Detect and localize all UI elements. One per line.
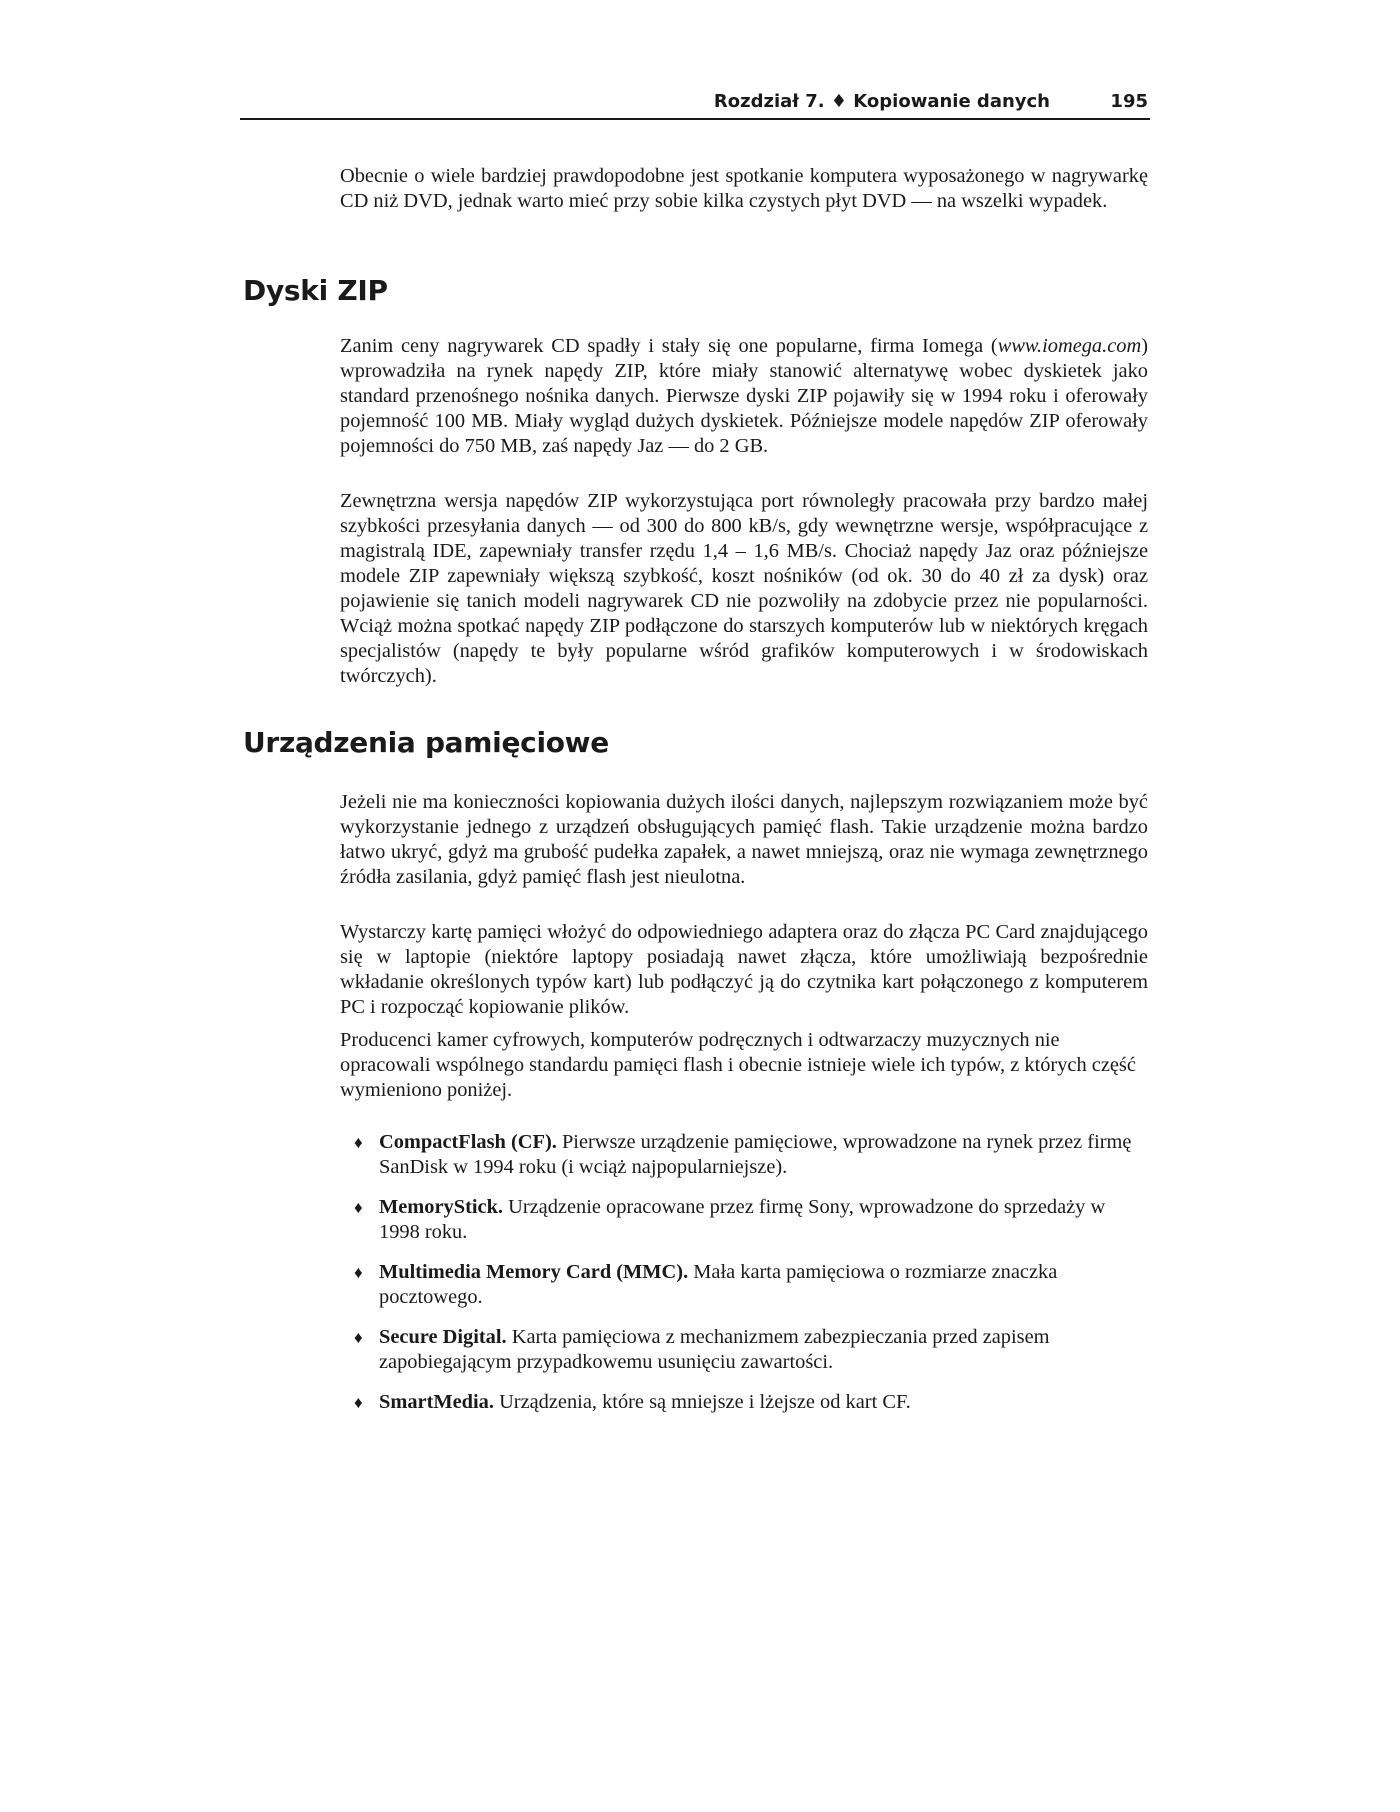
list-item	[354, 1130, 1134, 1180]
memory-paragraph-1: Jeżeli nie ma konieczności kopiowania dużych ilości danych, najlepszym rozwiązaniem może być wykorzystanie jednego z urządzeń obsługujących pamięć flash. Takie urządzenie można bardzo łatwo ukryć, gdyż ma grubość pudełka zapałek, a nawet mniejszą, oraz nie wymaga zewnętrznego źródła zasilania, gdyż pamięć flash jest nieulotna.	[340, 791, 1148, 888]
list-item	[354, 1260, 1134, 1310]
list-item	[354, 1195, 1134, 1245]
section-heading-memory: Urządzenia pamięciowe	[243, 726, 609, 759]
list-item-term: Secure Digital.	[379, 1326, 507, 1348]
list-item-text: Karta pamięciowa z mechanizmem zabezpieczania przed zapisem zapobiegającym przypadkowemu usunięciu zawartości.	[379, 1326, 1050, 1373]
running-header	[240, 88, 1150, 120]
list-item-text: Mała karta pamięciowa o rozmiarze znaczka pocztowego.	[379, 1261, 1058, 1308]
list-item-term: SmartMedia.	[379, 1391, 494, 1413]
diamond-bullet-icon: ♦	[354, 1393, 363, 1412]
zip-paragraph-1	[340, 334, 1148, 459]
memory-paragraph-3: Producenci kamer cyfrowych, komputerów podręcznych i odtwarzaczy muzycznych nie opracowali wspólnego standardu pamięci flash i obecnie istnieje wiele ich typów, z których część wymieniono poniżej.	[340, 1029, 1136, 1101]
memory-card-list	[354, 1130, 1134, 1430]
zip-paragraph-1-start: Zanim ceny nagrywarek CD spadły i stały się one popularne, firma Iomega (	[340, 335, 998, 357]
diamond-bullet-icon: ♦	[354, 1263, 363, 1282]
iomega-url: www.iomega.com	[997, 335, 1142, 357]
list-item	[354, 1390, 1134, 1415]
list-item	[354, 1325, 1134, 1375]
list-item-text: Urządzenia, które są mniejsze i lżejsze od kart CF.	[493, 1391, 911, 1413]
diamond-bullet-icon: ♦	[354, 1328, 363, 1347]
list-item-term: CompactFlash (CF).	[379, 1131, 557, 1153]
diamond-bullet-icon: ♦	[354, 1133, 363, 1152]
zip-paragraph-1-end: ) wprowadziła na rynek napędy ZIP, które miały stanowić alternatywę wobec dyskietek jako standard przenośnego nośnika danych. Pierwsze dyski ZIP pojawiły się w 1994 roku i oferowały pojemność 100 MB. Miały wygląd dużych dyskietek. Późniejsze modele napędów ZIP oferowały pojemności do 750 MB, zaś napędy Jaz — do 2 GB.	[340, 335, 1148, 457]
memory-paragraph-2: Wystarczy kartę pamięci włożyć do odpowiedniego adaptera oraz do złącza PC Card znajdującego się w laptopie (niektóre laptopy posiadają nawet złącza, które umożliwiają bezpośrednie wkładanie określonych typów kart) lub podłączyć ją do czytnika kart połączonego z komputerem PC i rozpocząć kopiowanie plików.	[340, 921, 1148, 1018]
list-item-term: Multimedia Memory Card (MMC).	[379, 1261, 689, 1283]
page-number: 195	[1110, 91, 1148, 112]
zip-paragraph-2: Zewnętrzna wersja napędów ZIP wykorzystująca port równoległy pracowała przy bardzo małej szybkości przesyłania danych — od 300 do 800 kB/s, gdy wewnętrzne wersje, współpracujące z magistralą IDE, zapewniały transfer rzędu 1,4 – 1,6 MB/s. Chociaż napędy Jaz oraz późniejsze modele ZIP zapewniały większą szybkość, koszt nośników (od ok. 30 do 40 zł za dysk) oraz pojawienie się tanich modeli nagrywarek CD nie pozwoliły na zdobycie przez nie popularności. Wciąż można spotkać napędy ZIP podłączone do starszych komputerów lub w niektórych kręgach specjalistów (napędy te były popularne wśród grafików komputerowych i w środowiskach twórczych).	[340, 490, 1148, 687]
intro-paragraph: Obecnie o wiele bardziej prawdopodobne jest spotkanie komputera wyposażonego w nagrywarkę CD niż DVD, jednak warto mieć przy sobie kilka czystych płyt DVD — na wszelki wypadek.	[340, 165, 1148, 212]
list-item-text: Pierwsze urządzenie pamięciowe, wprowadzone na rynek przez firmę SanDisk w 1994 roku (i wciąż najpopularniejsze).	[379, 1131, 1132, 1178]
section-heading-zip: Dyski ZIP	[243, 274, 388, 307]
chapter-title: Rozdział 7. ♦ Kopiowanie danych	[713, 91, 1050, 112]
list-item-text: Urządzenie opracowane przez firmę Sony, wprowadzone do sprzedaży w 1998 roku.	[379, 1196, 1106, 1243]
list-item-term: MemoryStick.	[379, 1196, 504, 1218]
diamond-bullet-icon: ♦	[354, 1198, 363, 1217]
